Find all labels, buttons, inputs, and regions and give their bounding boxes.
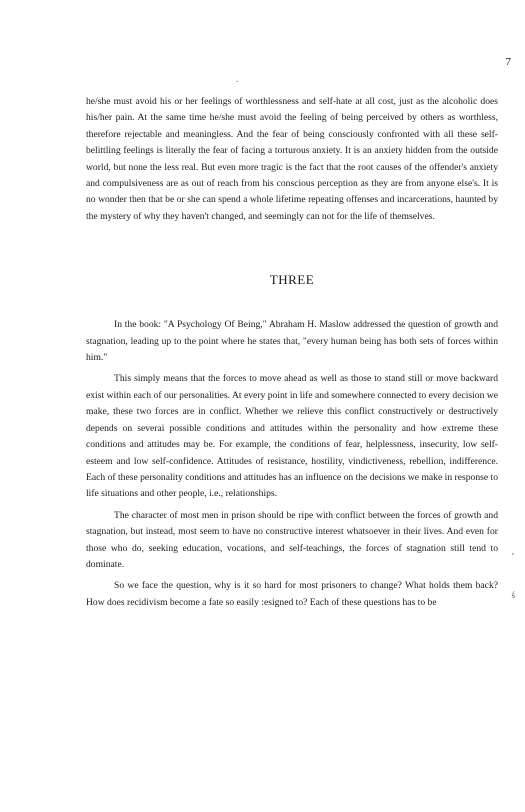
paragraph-4: The character of most men in prison should be ripe with conflict between the forces of growth and stagnation, but instead, most seem to have no constructive interest whatsoever in their lives. And even for those who do, seeking education, vocations, and self-teachings, the forces of stagnation still tend to dominate. xyxy=(86,509,498,570)
stray-mark-right-2: ś xyxy=(511,590,515,600)
page-number: 7 xyxy=(505,56,511,68)
paragraph-2: In the book: "A Psychology Of Being," Abraham H. Maslow addressed the question of growth and stagnation, leading up to the point where he states that, "every human being has both sets of forces within him." xyxy=(86,319,498,364)
paragraph-1: he/she must avoid his or her feelings of worthlessness and self-hate at all cost, just as the alcoholic does his/her pain. At the same time he/she must avoid the feeling of being perceived by others as worthless, therefore rejectable and meaningless. And the fear of being consciously confronted with all these self-belittling feelings is literally the fear of facing a torturous anxiety. It is an anxiety hidden from the outside world, but none the less real. But even more tragic is the fact that the root causes of the offender's anxiety and compulsiveness are as out of reach from his conscious perception as they are from anyone else's. It is no wonder then that be or she can spend a whole lifetime repeating offenses and incarcerations, haunted by the mystery of why they haven't changed, and seemingly can not for the life of themselves. xyxy=(86,96,498,222)
body-text xyxy=(86,94,498,611)
stray-mark-right-1: , xyxy=(511,546,514,556)
section-heading: THREE xyxy=(269,272,315,288)
paragraph-5: So we face the question, why is it so hard for most prisoners to change? What holds them back? How does recidivism become a fate so easily :esigned to? Each of these questions has to be xyxy=(86,580,498,608)
stray-mark-top: . xyxy=(236,74,239,84)
paragraph-3: This simply means that the forces to move ahead as well as those to stand still or move backward exist within each of our personalities. At every point in life and somewhere connected to every decision we make, these two forces are in conflict. Whether we relieve this conflict constructively or destructively depends on severai possible conditions and attitudes within the personality and how extreme these conditions and attitudes may be. For example, the conditions of fear, helplessness, insecurity, low self-esteem and low self-confidence. Attitudes of resistance, hostility, vindictiveness, rebellion, indifference. Each of these personality conditions and attitudes has an influence on the decisions we make in response to life situations and other people, i.e., relationships. xyxy=(86,373,498,500)
